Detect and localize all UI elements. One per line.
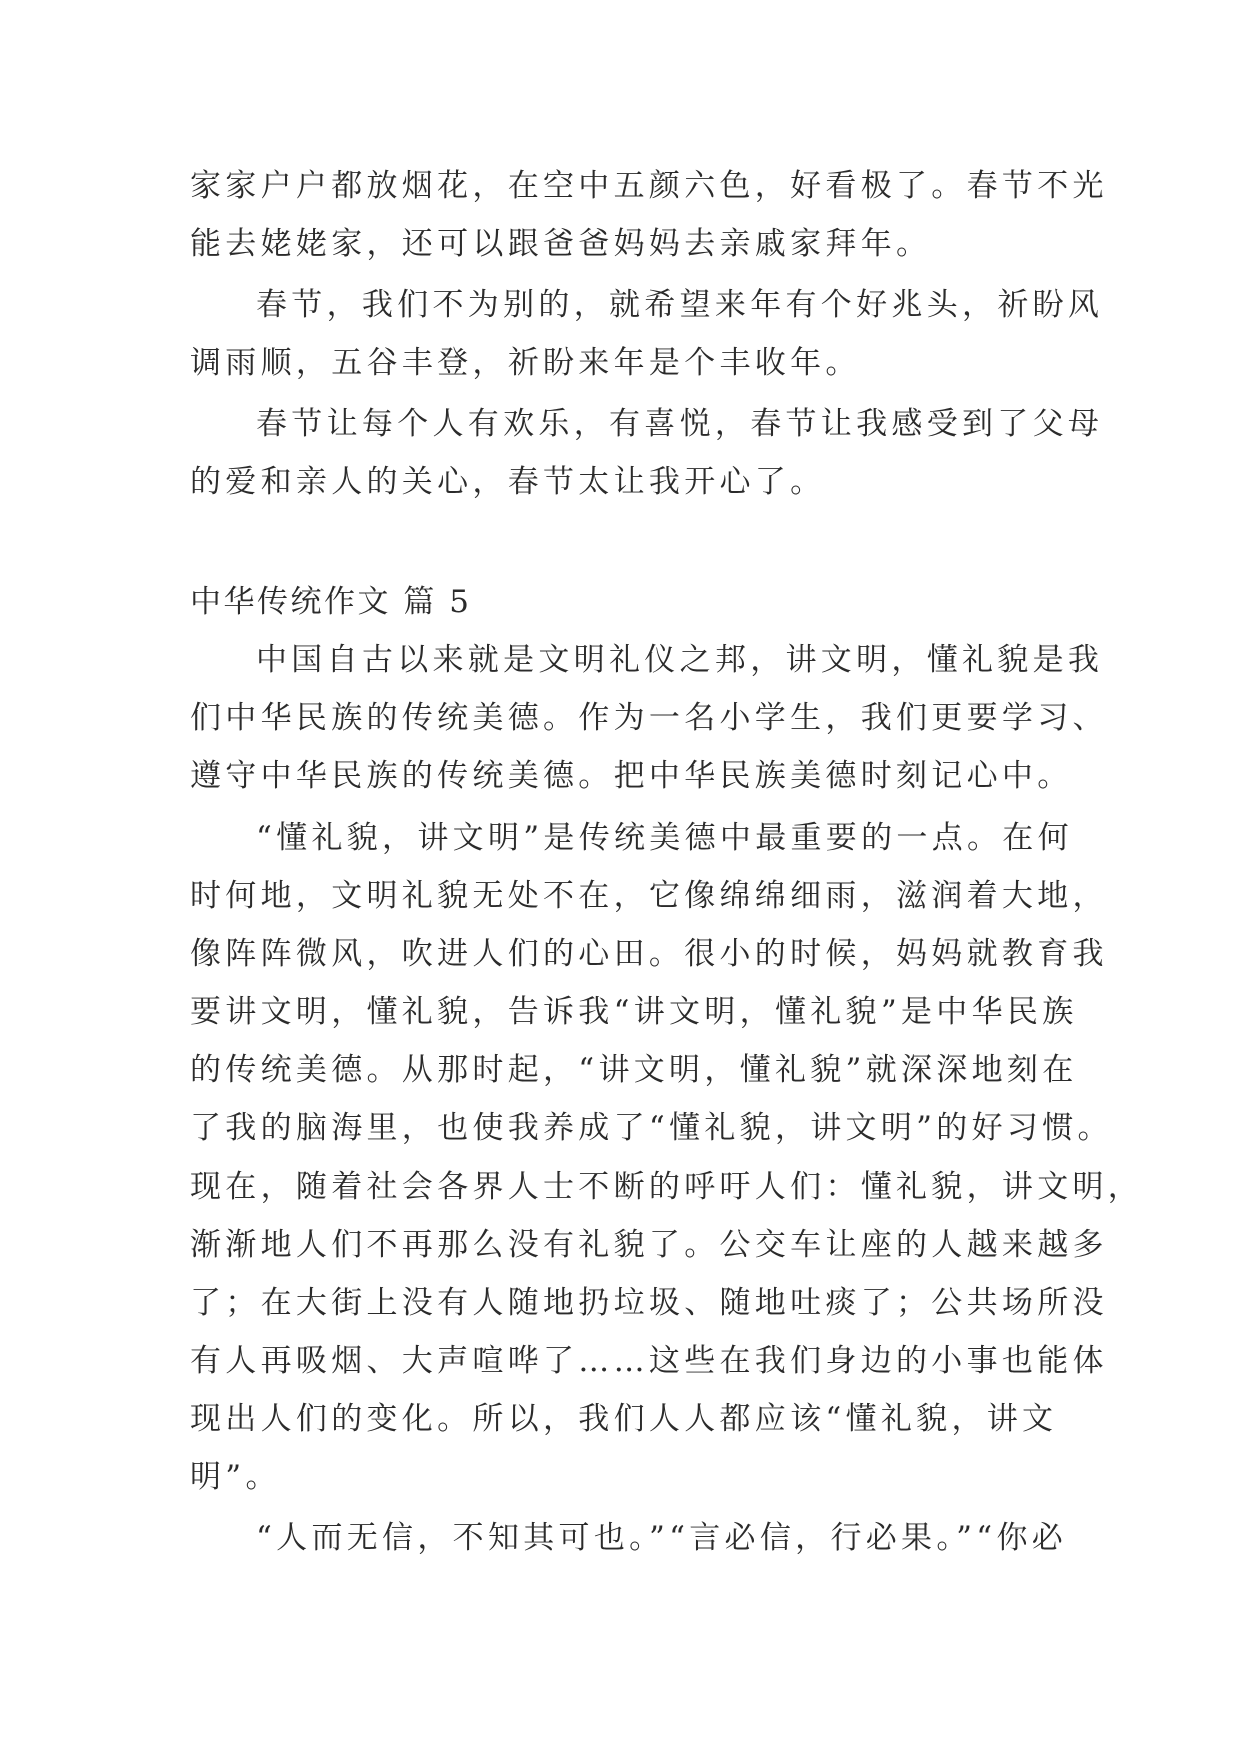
- section-heading: 中华传统作文 篇 5: [190, 584, 472, 620]
- paragraph-line: 们中华民族的传统美德。作为一名小学生，我们更要学习、: [190, 700, 1108, 736]
- paragraph-line: 渐渐地人们不再那么没有礼貌了。公交车让座的人越来越多: [190, 1227, 1108, 1263]
- paragraph-line: 春节，我们不为别的，就希望来年有个好兆头，祈盼风: [256, 287, 1104, 323]
- paragraph-line: 能去姥姥家，还可以跟爸爸妈妈去亲戚家拜年。: [190, 226, 932, 262]
- paragraph-line: 家家户户都放烟花，在空中五颜六色，好看极了。春节不光: [190, 168, 1108, 204]
- paragraph-line: 的传统美德。从那时起，“讲文明，懂礼貌”就深深地刻在: [190, 1052, 1078, 1088]
- paragraph-line: 调雨顺，五谷丰登，祈盼来年是个丰收年。: [190, 345, 861, 381]
- paragraph-line: 要讲文明，懂礼貌，告诉我“讲文明，懂礼貌”是中华民族: [190, 994, 1078, 1030]
- paragraph-line: 有人再吸烟、大声喧哗了……这些在我们身边的小事也能体: [190, 1343, 1108, 1379]
- paragraph-line: 现出人们的变化。所以，我们人人都应该“懂礼貌，讲文: [190, 1401, 1058, 1437]
- paragraph-line: 时何地，文明礼貌无处不在，它像绵绵细雨，滋润着大地，: [190, 878, 1108, 914]
- paragraph-line: 遵守中华民族的传统美德。把中华民族美德时刻记心中。: [190, 758, 1073, 794]
- paragraph-line: “人而无信，不知其可也。”“言必信，行必果。”“你必: [256, 1520, 1068, 1556]
- paragraph-line: 了我的脑海里，也使我养成了“懂礼貌，讲文明”的好习惯。: [190, 1110, 1113, 1146]
- paragraph-line: “懂礼貌，讲文明”是传统美德中最重要的一点。在何: [256, 820, 1073, 856]
- paragraph-line: 像阵阵微风，吹进人们的心田。很小的时候，妈妈就教育我: [190, 936, 1108, 972]
- paragraph-line: 春节让每个人有欢乐，有喜悦，春节让我感受到了父母: [256, 406, 1104, 442]
- paragraph-line: 现在，随着社会各界人士不断的呼吁人们：懂礼貌，讲文明，: [190, 1169, 1144, 1205]
- paragraph-line: 了；在大街上没有人随地扔垃圾、随地吐痰了；公共场所没: [190, 1285, 1108, 1321]
- paragraph-line: 明”。: [190, 1459, 281, 1495]
- paragraph-line: 中国自古以来就是文明礼仪之邦，讲文明，懂礼貌是我: [256, 642, 1104, 678]
- paragraph-line: 的爱和亲人的关心，春节太让我开心了。: [190, 464, 826, 500]
